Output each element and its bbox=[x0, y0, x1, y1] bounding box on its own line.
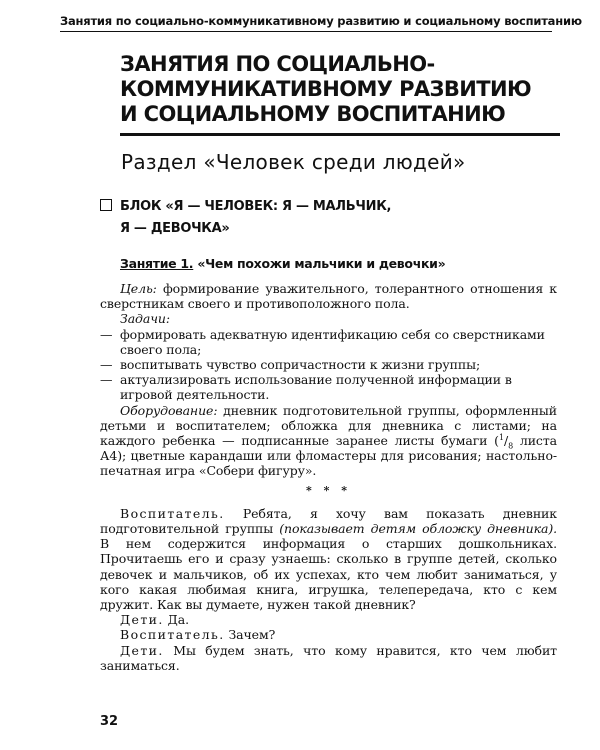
equipment-paragraph bbox=[100, 403, 557, 479]
chapter-title bbox=[120, 52, 560, 136]
lesson-body bbox=[100, 281, 557, 673]
fraction: $^1/_8$ bbox=[498, 432, 514, 451]
block-heading-line-2: Я — ДЕВОЧКА» bbox=[120, 221, 230, 236]
equipment-text-after: листа А4); цветные карандаши или фломастеры для рисования; настольно-печатная игра «Собери фигуру». bbox=[100, 433, 558, 479]
equipment-text-before: дневник подготовительной группы, оформленный детьми и воспитателем; обложка для дневника с листами; на каждого ребенка — подписанные заранее листы бумаги ( bbox=[100, 402, 558, 449]
dialogue-paragraph: Воспитатель. Ребята, я хочу вам показать дневник подготовительной группы (показывает детям обложку дневника). В нем содержится информация о старших дошкольниках. Прочитаешь его и сразу узнаешь: сколько в группе детей, сколько девочек и мальчиков, об их успехах, кто чем любит заниматься, у кого какая любимая книга, игрушка, телепередача, кто с кем дружит. Как вы думаете, нужен такой дневник? bbox=[100, 505, 557, 613]
equipment-label: Оборудование: bbox=[120, 402, 218, 418]
dialogue-paragraph: Воспитатель. Зачем? bbox=[120, 627, 276, 643]
chapter-title-line-1: ЗАНЯТИЯ ПО СОЦИАЛЬНО- bbox=[120, 52, 435, 76]
dialogue-paragraph: Дети. Да. bbox=[120, 612, 189, 628]
goal-text: формирование уважительного, толерантного отношения к сверстникам своего и противоположного пола. bbox=[100, 281, 557, 312]
list-item: — воспитывать чувство сопричастности к жизни группы; bbox=[100, 357, 481, 373]
section-title: Раздел «Человек среди людей» bbox=[121, 150, 466, 174]
checkbox-square-icon bbox=[100, 199, 112, 211]
speaker-label: Воспитатель. bbox=[120, 627, 225, 643]
chapter-title-line-3: И СОЦИАЛЬНОМУ ВОСПИТАНИЮ bbox=[120, 102, 506, 126]
list-item: — актуализировать использование полученной информации в игровой деятельности. bbox=[100, 372, 512, 403]
goal-paragraph bbox=[100, 281, 557, 311]
stage-remark: (показывает детям обложку дневника). bbox=[279, 521, 557, 537]
running-header: Занятия по социально-коммуникативному развитию и социальному воспитанию bbox=[60, 14, 552, 32]
tasks-label-paragraph bbox=[100, 311, 557, 326]
lesson-heading bbox=[120, 256, 445, 271]
goal-label: Цель: bbox=[120, 281, 157, 296]
speaker-label: Дети. bbox=[120, 642, 164, 658]
tasks-list bbox=[100, 327, 557, 403]
lesson-number: Занятие 1. bbox=[120, 256, 194, 271]
dialogue-paragraph: Дети. Мы будем знать, что кому нравится, кто чем любит заниматься. bbox=[100, 642, 557, 673]
block-heading bbox=[100, 196, 391, 240]
page-number: 32 bbox=[100, 714, 119, 729]
chapter-title-line-2: КОММУНИКАТИВНОМУ РАЗВИТИЮ bbox=[120, 77, 531, 101]
speaker-label: Воспитатель. bbox=[120, 505, 225, 521]
tasks-label: Задачи: bbox=[120, 311, 170, 327]
lesson-title: «Чем похожи мальчики и девочки» bbox=[197, 256, 446, 271]
block-heading-line-1: БЛОК «Я — ЧЕЛОВЕК: Я — МАЛЬЧИК, bbox=[120, 199, 392, 214]
section-separator: * * * bbox=[306, 483, 351, 497]
speaker-label: Дети. bbox=[120, 612, 164, 628]
list-item: — формировать адекватную идентификацию себя со сверстниками своего пола; bbox=[100, 326, 545, 357]
